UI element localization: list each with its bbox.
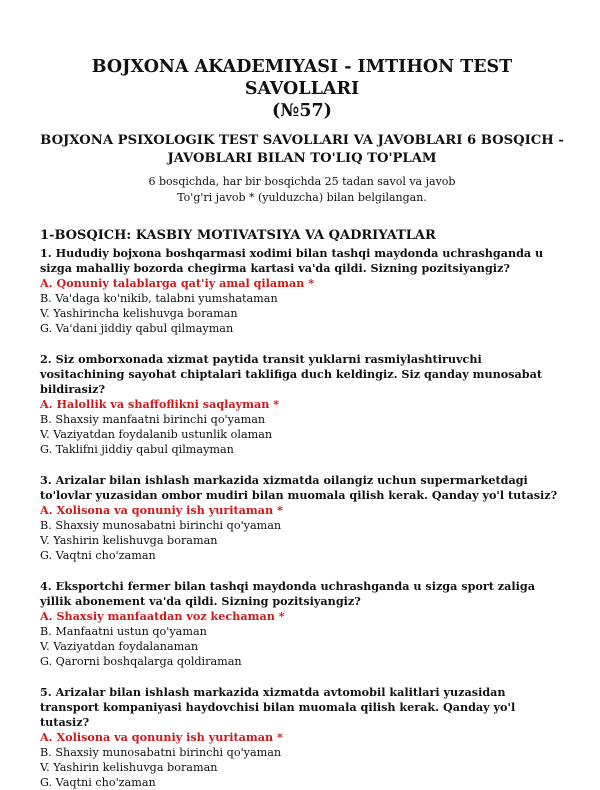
- question-item: [40, 246, 564, 336]
- option: G. Vaqtni cho'zaman: [40, 549, 156, 562]
- question-text: 4. Eksportchi fermer bilan tashqi maydonda uchrashganda u sizga sport zaliga yillik abonement va'da qildi. Sizning pozitsiyangiz?: [40, 579, 535, 608]
- option: B. Shaxsiy manfaatni birinchi qo'yaman: [40, 413, 266, 426]
- option: V. Vaziyatdan foydalanib ustunlik olaman: [40, 428, 273, 441]
- option: V. Vaziyatdan foydalanaman: [40, 640, 199, 653]
- document-subtitle: [40, 132, 564, 168]
- option: B. Shaxsiy munosabatni birinchi qo'yaman: [40, 746, 282, 759]
- document-title: [40, 56, 564, 122]
- subtitle-line-1: BOJXONA PSIXOLOGIK TEST SAVOLLARI VA JAVOBLARI 6 BOSQICH -: [40, 133, 564, 148]
- option: G. Qarorni boshqalarga qoldiraman: [40, 655, 242, 668]
- title-line-2: (№57): [272, 101, 332, 121]
- question-item: [40, 579, 564, 669]
- section-title: 1-BOSQICH: KASBIY MOTIVATSIYA VA QADRIYATLAR: [40, 228, 436, 243]
- note-line-1: 6 bosqichda, har bir bosqichda 25 tadan savol va javob: [148, 175, 456, 188]
- correct-option: A. Xolisona va qonuniy ish yuritaman *: [40, 730, 283, 744]
- question-item: [40, 685, 564, 790]
- title-line-1: BOJXONA AKADEMIYASI - IMTIHON TEST SAVOLLARI: [91, 57, 513, 99]
- question-text: 1. Hududiy bojxona boshqarmasi xodimi bilan tashqi maydonda uchrashganda u sizga mahalliy bozorda chegirma kartasi va'da qildi. Sizning pozitsiyangiz?: [40, 246, 544, 275]
- option: B. Shaxsiy munosabatni birinchi qo'yaman: [40, 519, 282, 532]
- question-text: 5. Arizalar bilan ishlash markazida xizmatda avtomobil kalitlari yuzasidan transport kompaniyasi haydovchisi bilan muomala qilish kerak. Qanday yo'l tutasiz?: [40, 685, 516, 729]
- option: V. Yashirin kelishuvga boraman: [40, 761, 218, 774]
- option: B. Manfaatni ustun qo'yaman: [40, 625, 207, 638]
- question-text: 3. Arizalar bilan ishlash markazida xizmatda oilangiz uchun supermarketdagi to'lovlar yuzasidan ombor mudiri bilan muomala qilish kerak. Qanday yo'l tutasiz?: [40, 473, 558, 502]
- correct-option: A. Halollik va shaffoflikni saqlayman *: [40, 397, 280, 411]
- option: G. Vaqtni cho'zaman: [40, 776, 156, 789]
- option: G. Va'dani jiddiy qabul qilmayman: [40, 322, 234, 335]
- option: V. Yashirincha kelishuvga boraman: [40, 307, 238, 320]
- note-line-2: To'g'ri javob * (yulduzcha) bilan belgilangan.: [177, 191, 427, 204]
- intro-note: [40, 174, 564, 206]
- correct-option: A. Shaxsiy manfaatdan voz kechaman *: [40, 609, 285, 623]
- question-item: [40, 352, 564, 457]
- question-item: [40, 473, 564, 563]
- option: B. Va'daga ko'nikib, talabni yumshataman: [40, 292, 278, 305]
- correct-option: A. Xolisona va qonuniy ish yuritaman *: [40, 503, 283, 517]
- option: G. Taklifni jiddiy qabul qilmayman: [40, 443, 234, 456]
- question-text: 2. Siz omborxonada xizmat paytida transit yuklarni rasmiylashtiruvchi vositachining sayohat chiptalari taklifiga duch keldingiz. Siz qanday munosabat bildirasiz?: [40, 352, 542, 396]
- option: V. Yashirin kelishuvga boraman: [40, 534, 218, 547]
- correct-option: A. Qonuniy talablarga qat'iy amal qilaman *: [40, 276, 315, 290]
- subtitle-line-2: JAVOBLARI BILAN TO'LIQ TO'PLAM: [167, 151, 437, 166]
